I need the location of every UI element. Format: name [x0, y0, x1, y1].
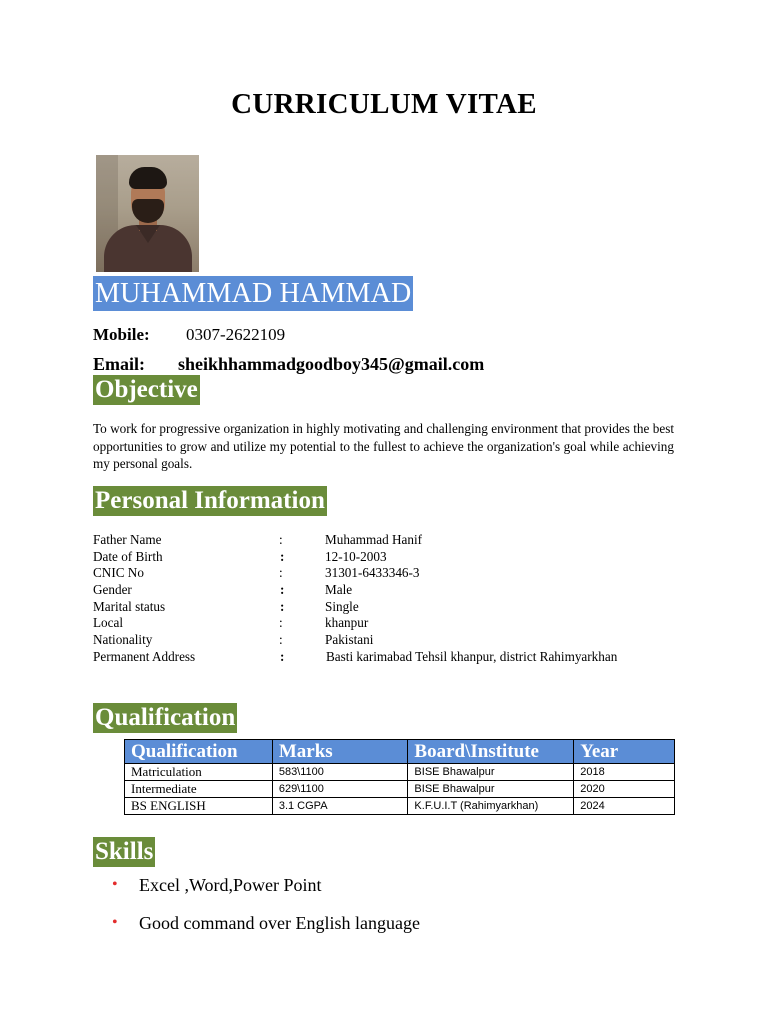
info-key: Father Name: [93, 532, 162, 547]
section-heading-skills: Skills: [95, 838, 154, 865]
info-row-nationality: [93, 632, 693, 649]
skills-list: [112, 872, 420, 948]
info-value: 12-10-2003: [325, 548, 387, 564]
table-cell: 2024: [574, 798, 675, 815]
info-key: Marital status: [93, 598, 166, 614]
info-row-marital-status: [93, 599, 693, 616]
column-header-year: Year: [574, 740, 675, 764]
info-key: Local: [93, 615, 124, 631]
mobile-value: 0307-2622109: [186, 325, 286, 344]
column-header-qualification: Qualification: [125, 740, 273, 764]
info-row-gender: [93, 582, 693, 599]
info-key: Gender: [93, 582, 132, 598]
info-colon: :: [279, 615, 283, 631]
info-value: Basti karimabad Tehsil khanpur, district Rahimyarkhan: [326, 648, 618, 664]
email-value: sheikhhammadgoodboy345@gmail.com: [178, 354, 485, 374]
mobile-label: Mobile:: [93, 325, 150, 344]
info-row-cnic: [93, 565, 693, 582]
table-cell: BS ENGLISH: [125, 798, 273, 815]
info-value: Pakistani: [325, 632, 374, 648]
info-value: Male: [325, 582, 353, 598]
section-heading-objective: Objective: [95, 376, 198, 403]
section-heading-personal-info: Personal Information: [95, 487, 325, 514]
info-row-permanent-address: [93, 649, 693, 666]
personal-info-list: [93, 532, 693, 666]
qualification-table: [124, 739, 675, 815]
column-header-marks: Marks: [272, 740, 408, 764]
table-cell: Intermediate: [125, 781, 273, 798]
info-key: Date of Birth: [93, 548, 163, 564]
bullet-icon: •: [112, 914, 118, 931]
email-label: Email:: [93, 354, 145, 374]
table-cell: Matriculation: [125, 764, 273, 781]
table-cell: 2018: [574, 764, 675, 781]
info-colon: :: [279, 632, 283, 648]
table-cell: BISE Bhawalpur: [408, 781, 574, 798]
table-cell: 629\1100: [272, 781, 408, 798]
info-row-date-of-birth: [93, 549, 693, 566]
section-heading-qualification: Qualification: [95, 704, 236, 731]
info-key: CNIC No: [93, 565, 144, 581]
info-row-local: [93, 615, 693, 632]
info-value: khanpur: [325, 615, 369, 631]
table-header-row: [125, 740, 675, 764]
skill-text: Excel ,Word,Power Point: [139, 875, 322, 895]
column-header-board-institute: Board\Institute: [408, 740, 574, 764]
table-cell: BISE Bhawalpur: [408, 764, 574, 781]
table-row: [125, 764, 675, 781]
candidate-name: MUHAMMAD HAMMAD: [95, 278, 412, 309]
page-title: CURRICULUM VITAE: [231, 88, 537, 120]
table-cell: 583\1100: [272, 764, 408, 781]
info-row-father-name: [93, 532, 693, 549]
info-colon: :: [280, 648, 285, 664]
table-row: [125, 798, 675, 815]
profile-photo: [96, 155, 199, 272]
info-key: Nationality: [93, 632, 153, 648]
info-colon: :: [279, 565, 283, 581]
bullet-icon: •: [112, 876, 118, 893]
skill-item: [112, 910, 420, 948]
table-cell: 2020: [574, 781, 675, 798]
info-colon: :: [279, 532, 283, 547]
skill-text: Good command over English language: [139, 913, 420, 933]
info-colon: :: [280, 598, 285, 614]
table-cell: 3.1 CGPA: [272, 798, 408, 815]
table-cell: K.F.U.I.T (Rahimyarkhan): [408, 798, 574, 815]
skill-item: [112, 872, 420, 910]
info-colon: :: [280, 582, 285, 598]
info-colon: :: [280, 548, 285, 564]
info-key: Permanent Address: [93, 648, 196, 664]
info-value: Muhammad Hanif: [325, 532, 423, 547]
info-value: Single: [325, 598, 359, 614]
info-value: 31301-6433346-3: [325, 565, 420, 581]
table-row: [125, 781, 675, 798]
objective-text: To work for progressive organization in highly motivating and challenging environment that provides the best opportunities to grow and utilize my potential to the fullest to achieve the organization's goal while achieving my personal goals.: [93, 421, 674, 471]
